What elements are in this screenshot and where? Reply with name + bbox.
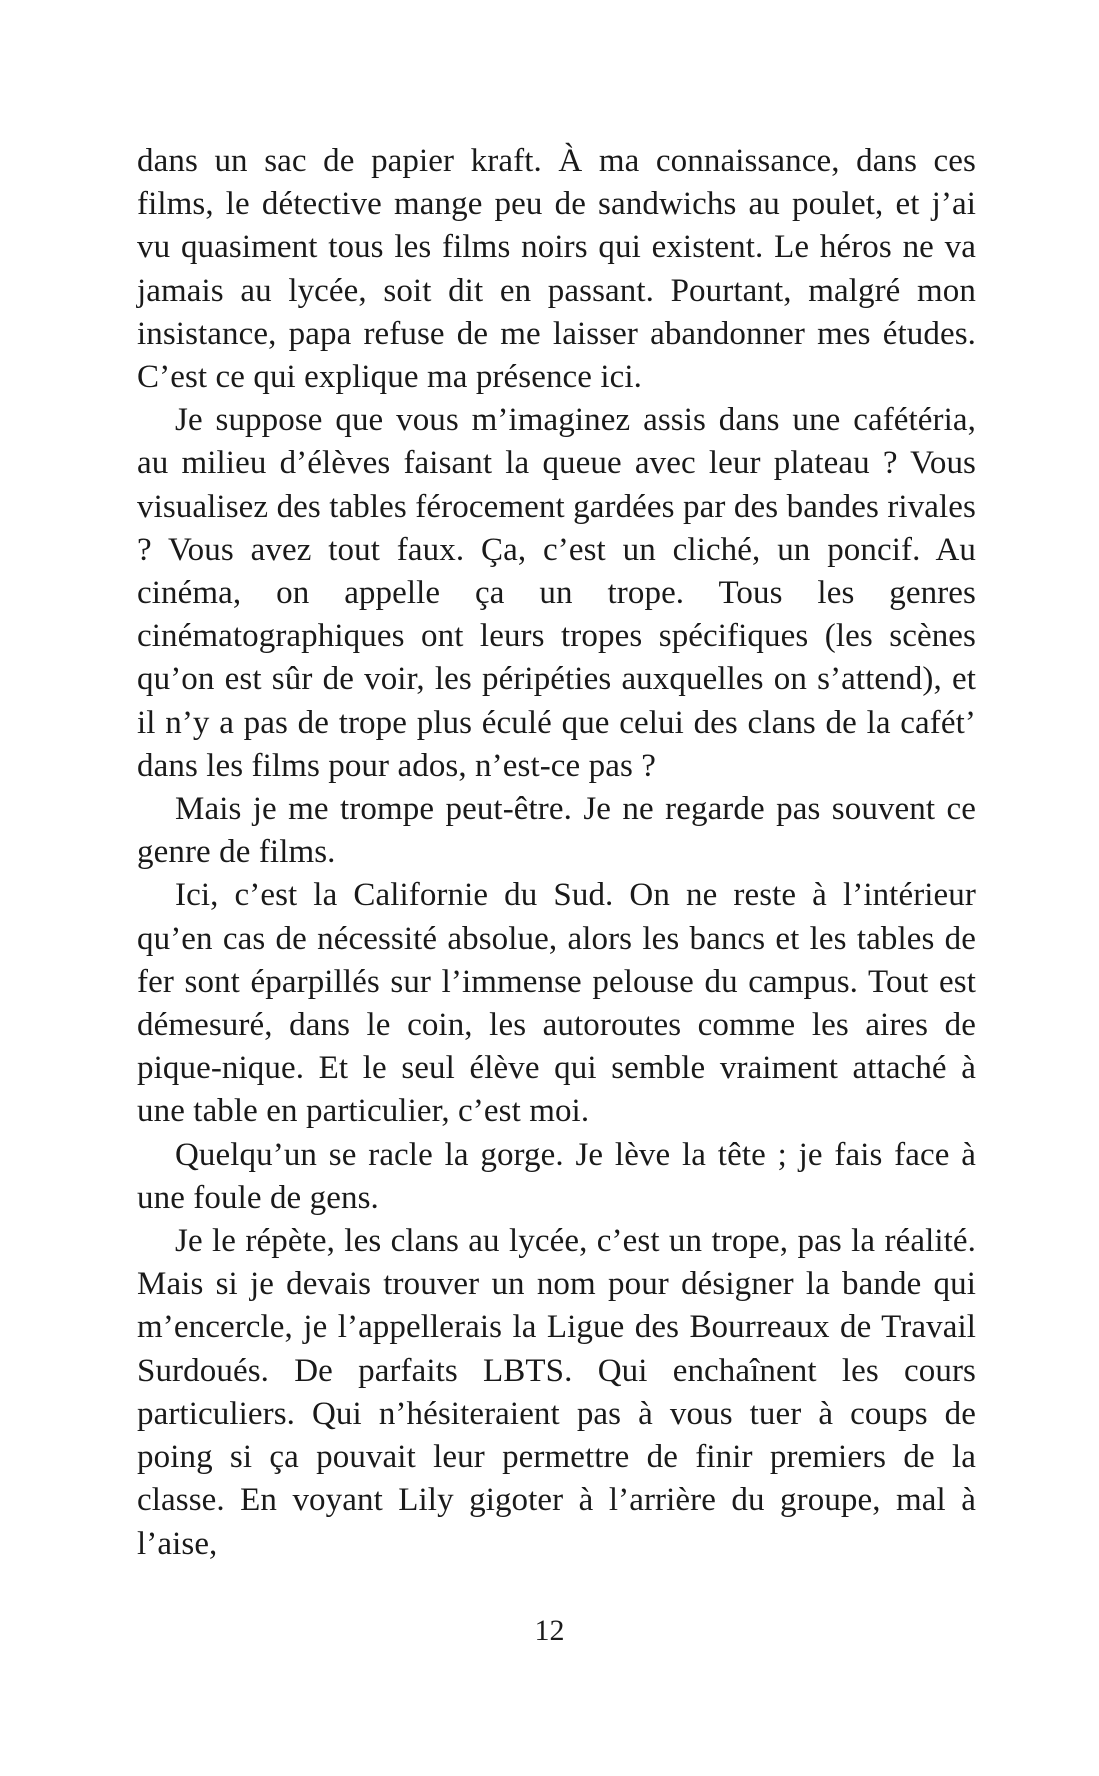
page-number: 12 (534, 1614, 565, 1647)
paragraph-6: Je le répète, les clans au lycée, c’est un trope, pas la réalité. Mais si je devais trouver un nom pour désigner la bande qui m’encercle, je l’appellerais la Ligue des Bourreaux de Travail Surdoués. De parfaits LBTS. Qui enchaînent les cours particuliers. Qui n’hésiteraient pas à vous tuer à coups de poing si ça pouvait leur permettre de finir premiers de la classe. En voyant Lily gigoter à l’arrière du groupe, mal à l’aise, (137, 1223, 976, 1562)
paragraph-4: Ici, c’est la Californie du Sud. On ne reste à l’intérieur qu’en cas de nécessité absolue, alors les bancs et les tables de fer sont éparpillés sur l’immense pelouse du campus. Tout est démesuré, dans le coin, les autoroutes comme les aires de pique-nique. Et le seul élève qui semble vraiment attaché à une table en particulier, c’est moi. (137, 877, 976, 1130)
paragraph-1: dans un sac de papier kraft. À ma connaissance, dans ces films, le détective mange peu de sandwichs au poulet, et j’ai vu quasiment tous les films noirs qui existent. Le héros ne va jamais au lycée, soit dit en passant. Pourtant, malgré mon insistance, papa refuse de me laisser abandonner mes études. C’est ce qui explique ma présence ici. (137, 143, 976, 396)
paragraph-3: Mais je me trompe peut-être. Je ne regarde pas souvent ce genre de films. (137, 791, 976, 871)
paragraph-5: Quelqu’un se racle la gorge. Je lève la tête ; je fais face à une foule de gens. (137, 1136, 976, 1216)
paragraph-2: Je suppose que vous m’imaginez assis dans une cafétéria, au milieu d’élèves faisant la queue avec leur plateau ? Vous visualisez des tables férocement gardées par des bandes rivales ? Vous avez tout faux. Ça, c’est un cliché, un poncif. Au cinéma, on appelle ça un trope. Tous les genres cinématographiques ont leurs tropes spécifiques (les scènes qu’on est sûr de voir, les péripéties auxquelles on s’attend), et il n’y a pas de trope plus éculé que celui des clans de la cafét’ dans les films pour ados, n’est-ce pas ? (137, 402, 976, 784)
book-page-body (137, 140, 976, 1566)
